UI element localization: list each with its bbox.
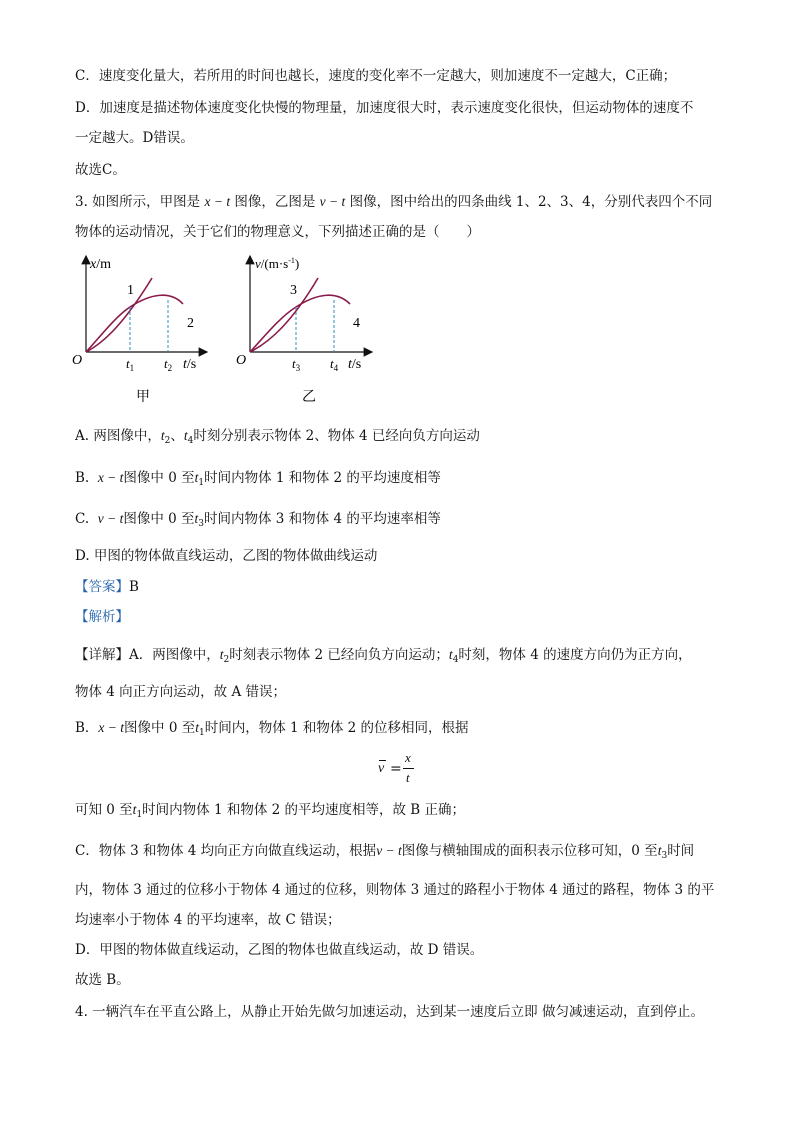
tick-t4: $t_4$	[330, 356, 339, 373]
detail-line-9: 故选 B。	[75, 972, 130, 988]
figure-graphs	[70, 252, 390, 412]
question-4: 4. 一辆汽车在平直公路上，从静止开始先做匀加速运动，达到某一速度后立即 做匀减速运动，直到停止。	[75, 1004, 704, 1020]
option-c: C. v − t图像中 0 至$t_3$时间内物体 3 和物体 4 的平均速率相等	[75, 511, 441, 529]
option-a: A. 两图像中，$t_2$、$t_4$时刻分别表示物体 2、物体 4 已经向负方向运动	[75, 428, 480, 446]
analysis-tag: 【解析】	[75, 609, 129, 625]
detail-line-2: 物体 4 向正方向运动，故 A 错误；	[75, 684, 287, 700]
detail-line-7: 均速率小于物体 4 的平均速率，故 C 错误；	[75, 912, 341, 928]
question-3-line-1: 3. 如图所示，甲图是 x − t 图像，乙图是 v − t 图像，图中给出的四条曲线 1、2、3、4，分别代表四个不同	[75, 194, 713, 210]
detail-line-1: 【详解】A．两图像中，$t_2$时刻表示物体 2 已经向负方向运动；$t_4$时刻，物体 4 的速度方向仍为正方向，	[75, 647, 692, 665]
tick-t1: $t_1$	[126, 356, 135, 373]
tick-t3: $t_3$	[292, 356, 301, 373]
curve-label-1: 1	[127, 283, 134, 298]
graph-right	[236, 256, 372, 405]
answer-line: 【答案】B	[75, 579, 139, 595]
x-label-right: t/s	[348, 357, 362, 372]
formula-average-velocity: v = x t	[378, 750, 428, 790]
caption-right: 乙	[302, 390, 316, 405]
origin-label-left: O	[72, 353, 83, 368]
math-xt: x − t	[204, 194, 231, 209]
curve-2	[86, 295, 183, 352]
answer-tag: 【答案】	[75, 579, 129, 595]
y-label-right: $v/(m\cdot s^{-1})$	[255, 256, 300, 271]
curve-label-3: 3	[290, 283, 297, 298]
curve-label-4: 4	[353, 316, 360, 331]
option-b: B. x − t图像中 0 至$t_1$时间内物体 1 和物体 2 的平均速度相等	[75, 470, 441, 488]
text-line-c: C．速度变化量大，若所用的时间也越长，速度的变化率不一定越大，则加速度不一定越大，C正确；	[75, 68, 677, 84]
text-line-d: D．加速度是描述物体速度变化快慢的物理量，加速度很大时，表示速度变化很快，但运动物体的速度不	[75, 100, 694, 116]
question-3-line-2: 物体的运动情况，关于它们的物理意义，下列描述正确的是（ ）	[75, 224, 480, 240]
y-label-left: x/m	[90, 257, 111, 272]
curve-label-2: 2	[187, 316, 194, 331]
option-d: D. 甲图的物体做直线运动，乙图的物体做曲线运动	[75, 548, 378, 564]
detail-line-5: C．物体 3 和物体 4 均向正方向做直线运动，根据v − t图像与横轴围成的面积表示位移可知，0 至$t_3$时间	[75, 843, 695, 861]
text-line-d-cont: 一定越大。D错误。	[75, 130, 194, 146]
detail-line-6: 内，物体 3 通过的位移小于物体 4 通过的位移，则物体 3 通过的路程小于物体 4 通过的路程，物体 3 的平	[75, 882, 715, 898]
tick-t2: $t_2$	[164, 356, 173, 373]
x-label-left: t/s	[183, 357, 197, 372]
detail-line-4: 可知 0 至$t_1$时间内物体 1 和物体 2 的平均速度相等，故 B 正确；	[75, 802, 466, 820]
caption-left: 甲	[136, 390, 150, 405]
origin-label-right: O	[236, 353, 247, 368]
detail-line-3: B．x − t图像中 0 至$t_1$时间内，物体 1 和物体 2 的位移相同，根据	[75, 720, 469, 738]
detail-line-8: D．甲图的物体做直线运动，乙图的物体也做直线运动，故 D 错误。	[75, 942, 484, 958]
graph-left	[72, 256, 207, 405]
math-vt: v − t	[319, 194, 346, 209]
text-line-answer-c: 故选C。	[75, 162, 126, 178]
